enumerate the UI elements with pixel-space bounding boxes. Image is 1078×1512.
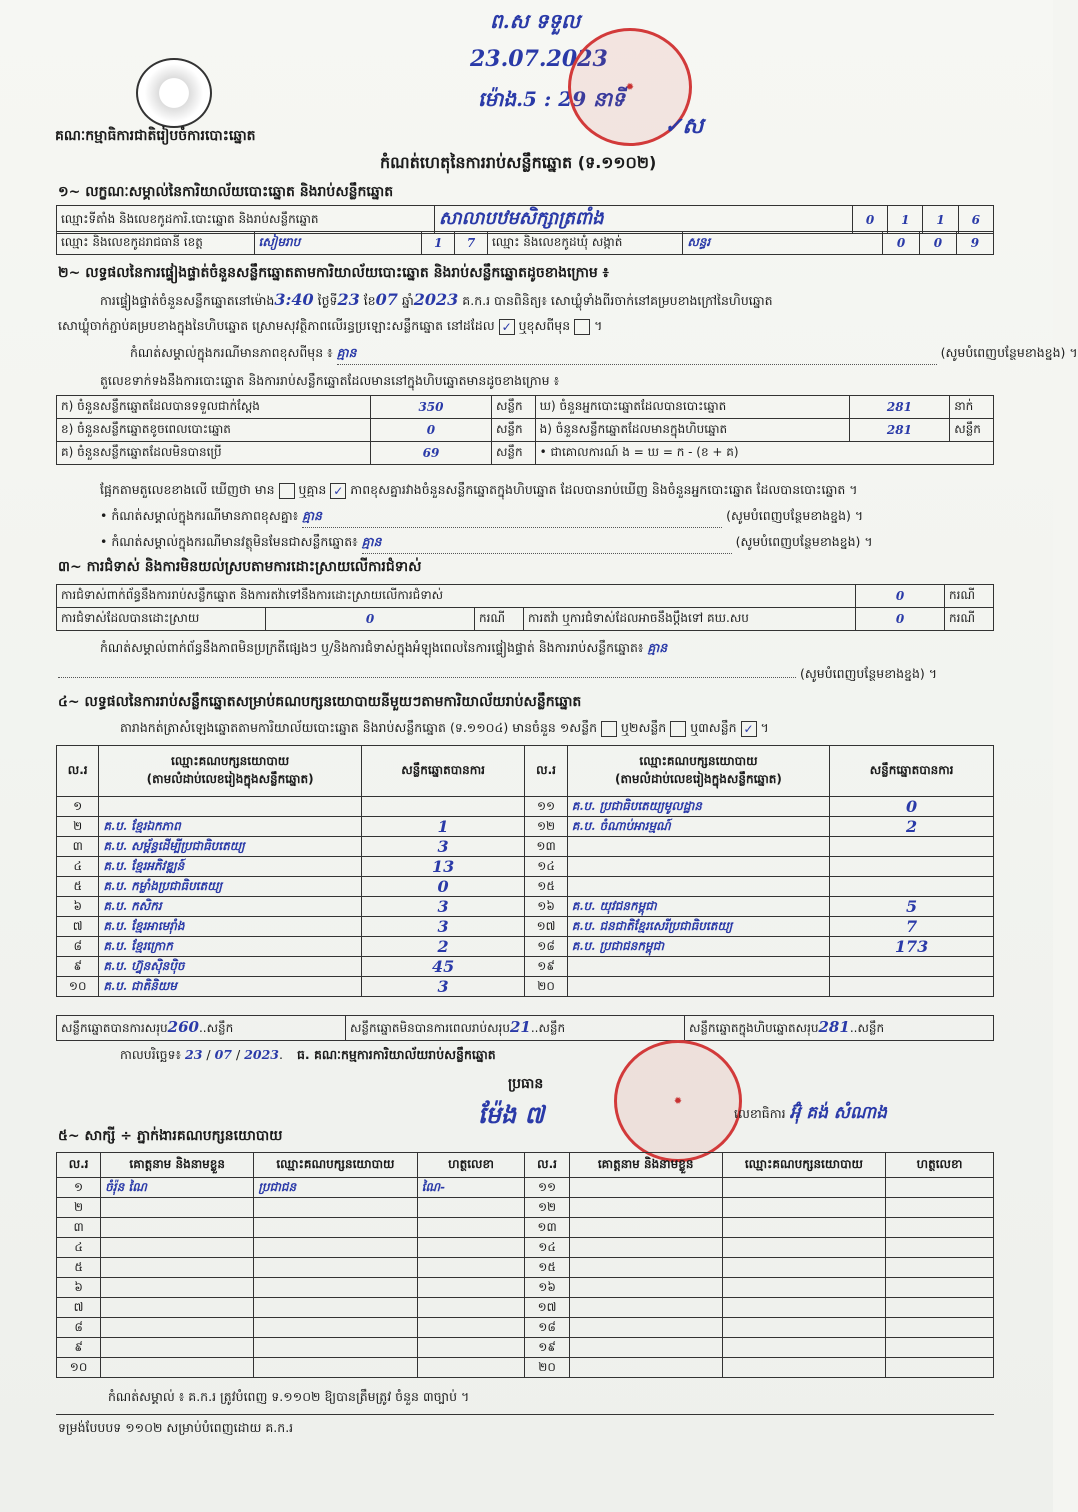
- row-no: ១៨: [525, 937, 567, 957]
- nec-logo: [136, 58, 212, 128]
- party-name: គ.ប. ប្រជាធិបតេយ្យមូលដ្ឋាន: [567, 797, 829, 817]
- form-code: ទម្រង់បែបបទ ១១០២ សម្រាប់បំពេញដោយ គ.ក.រ: [58, 1420, 294, 1435]
- row-no: ១៦: [525, 1278, 569, 1298]
- table-row: [57, 1298, 994, 1318]
- witness-signature: [886, 1178, 994, 1198]
- resolved-label: ការជំទាស់ដែលបានដោះស្រាយ: [57, 608, 266, 631]
- received-time: ម៉ោង.5 : 29 នាទី: [478, 87, 625, 111]
- witness-party: [254, 1218, 417, 1238]
- party-votes: [830, 957, 994, 977]
- principle-formula: • ជាគោលការណ៍ ង = ឃ = ក - (ខ + គ): [535, 442, 993, 465]
- witness-party: [254, 1358, 417, 1378]
- witness-name: [101, 1318, 254, 1338]
- party-votes: 3: [361, 897, 525, 917]
- witness-party: [254, 1198, 417, 1218]
- witness-signature: [417, 1338, 525, 1358]
- row-no: ២០: [525, 1358, 569, 1378]
- col-party-right: ឈ្មោះគណបក្សនយោបាយ (តាមលំដាប់លេខរៀងក្នុងសន្លឹកឆ្នោត): [567, 746, 829, 797]
- table-row: [57, 837, 994, 857]
- row-ngo-unit: សន្លឹក: [950, 419, 994, 442]
- appeal-label: ការតវ៉ា ឬការជំទាស់ដែលអាចនឹងប្តឹងទៅ គឃ.សប: [524, 608, 856, 631]
- row-no: ១៧: [525, 917, 567, 937]
- table-row: [57, 877, 994, 897]
- witness-signature: [886, 1238, 994, 1258]
- row-no: ១៩: [525, 957, 567, 977]
- witness-party: [254, 1278, 417, 1298]
- foreign-objects-note: • កំណត់សម្គាល់ក្នុងករណីមានវត្ថុមិនមែនជាសន្លឹកឆ្នោត៖ គ្មាន (សូមបំពេញបន្ថែមខាងខ្នង) ។: [100, 534, 1000, 554]
- difference-note2: • កំណត់សម្គាល់ក្នុងករណីមានភាពខុសគ្នា៖ គ្មាន (សូមបំពេញបន្ថែមខាងខ្នង) ។: [100, 508, 1000, 528]
- row-no: ៨: [57, 937, 99, 957]
- row-no: ១១: [525, 1178, 569, 1198]
- row-ka-label: ក) ចំនួនសន្លឹកឆ្នោតដែលបានទទួលជាក់ស្តែង: [57, 396, 371, 419]
- party-votes: 0: [830, 797, 994, 817]
- row-no: ១២: [525, 1198, 569, 1218]
- w-col-party-right: ឈ្មោះគណបក្សនយោបាយ: [722, 1153, 885, 1178]
- row-no: ៥: [57, 877, 99, 897]
- witness-name: [569, 1318, 722, 1338]
- witness-name: ចំរ៉ុន ណៃ: [101, 1178, 254, 1198]
- appeal-unit: ករណី: [945, 608, 994, 631]
- results-table: [56, 745, 994, 997]
- party-votes: 13: [361, 857, 525, 877]
- witness-name: [569, 1178, 722, 1198]
- station-table: [56, 205, 994, 234]
- party-votes: 173: [830, 937, 994, 957]
- spoiled-count: 0: [371, 419, 492, 442]
- box-count: 281: [849, 419, 950, 442]
- row-no: ១៤: [525, 857, 567, 877]
- row-no: ៣: [57, 1218, 101, 1238]
- w-col-name-left: គោត្តនាម និងនាមខ្លួន: [101, 1153, 254, 1178]
- witness-party: [722, 1318, 885, 1338]
- witness-signature: [886, 1358, 994, 1378]
- chair-signature: ម៉ែង ៧: [478, 1100, 545, 1129]
- row-no: ១៦: [525, 897, 567, 917]
- witness-signature: [417, 1258, 525, 1278]
- witness-name: [101, 1298, 254, 1318]
- station-code-2: 1: [888, 206, 923, 234]
- table-row: [57, 1318, 994, 1338]
- row-no: ៤: [57, 857, 99, 877]
- total-in-box: សន្លឹកឆ្នោតក្នុងហិបឆ្នោតសរុប281..សន្លឹក: [685, 1016, 994, 1041]
- row-no: ៦: [57, 1278, 101, 1298]
- party-votes: 45: [361, 957, 525, 977]
- party-votes: 1: [361, 817, 525, 837]
- witness-signature: [417, 1298, 525, 1318]
- section4-heading: ៤~ លទ្ធផលនៃការរាប់សន្លឹកឆ្នោតសម្រាប់គណបក្សនយោបាយនីមួយៗតាមការិយាល័យរាប់សន្លឹកឆ្នោត: [58, 694, 582, 710]
- witness-signature: [417, 1318, 525, 1338]
- compare-line: ផ្អែកតាមតួលេខខាងលើ ឃើញថា មាន ឬគ្មាន ✓ ភាពខុសគ្នារវាងចំនួនសន្លឹកឆ្នោតក្នុងហិបឆ្នោត ដែលបានរាប់ឃើញ និងចំនួនអ្នកបោះឆ្នោត ដែលបានបោះឆ្នោត ។: [100, 482, 858, 498]
- party-name: គ.ប. ខ្មែរឯកភាព: [99, 817, 361, 837]
- resolved-unit: ករណី: [475, 608, 524, 631]
- section5-heading: ៥~ សាក្សី ÷ ភ្នាក់ងារគណបក្សនយោបាយ: [58, 1128, 283, 1144]
- table-row: [57, 937, 994, 957]
- witness-name: [569, 1278, 722, 1298]
- voters-count: 281: [849, 396, 950, 419]
- witness-signature: [417, 1358, 525, 1378]
- w-col-no-right: ល.រ: [525, 1153, 569, 1178]
- witness-party: [722, 1238, 885, 1258]
- has-difference-checkbox: [279, 483, 295, 499]
- witness-name: [569, 1198, 722, 1218]
- province-code-2: 7: [455, 232, 488, 255]
- row-no: ២០: [525, 977, 567, 997]
- table-row: [57, 957, 994, 977]
- row-no: ២: [57, 1198, 101, 1218]
- witness-party: [722, 1198, 885, 1218]
- col-party-left: ឈ្មោះគណបក្សនយោបាយ (តាមលំដាប់លេខរៀងក្នុងសន្លឹកឆ្នោត): [99, 746, 361, 797]
- one-sheet-checkbox: [601, 721, 617, 737]
- witness-name: [101, 1338, 254, 1358]
- party-name: [567, 957, 829, 977]
- row-ko-unit: សន្លឹក: [491, 442, 535, 465]
- witness-party: [254, 1238, 417, 1258]
- witness-name: [569, 1298, 722, 1318]
- witness-signature: [417, 1198, 525, 1218]
- official-stamp-bottom: ✹: [614, 1040, 742, 1162]
- party-name: គ.ប. ជាតិនិយម: [99, 977, 361, 997]
- party-votes: [361, 797, 525, 817]
- party-votes: 7: [830, 917, 994, 937]
- footer-divider: [56, 1414, 994, 1415]
- objections-count: 0: [856, 585, 945, 608]
- difference-note: កំណត់សម្គាល់ក្នុងករណីមានភាពខុសពីមុន ៖ គ្មាន (សូមបំពេញបន្ថែមខាងខ្នង) ។: [130, 345, 1000, 365]
- table-row: [57, 857, 994, 877]
- official-stamp-top: ✹: [568, 28, 692, 146]
- committee-name: គណៈកម្មាធិការជាតិរៀបចំការបោះឆ្នោត: [55, 128, 256, 144]
- w-col-party-left: ឈ្មោះគណបក្សនយោបាយ: [254, 1153, 417, 1178]
- table-row: [57, 1278, 994, 1298]
- province-table: [56, 231, 994, 255]
- party-votes: 2: [830, 817, 994, 837]
- party-votes: 3: [361, 837, 525, 857]
- station-code-3: 1: [923, 206, 958, 234]
- row-ko-label: គ) ចំនួនសន្លឹកឆ្នោតដែលមិនបានប្រើ: [57, 442, 371, 465]
- col-votes-right: សន្លឹកឆ្នោតបានការ: [830, 746, 994, 797]
- w-col-sign-left: ហត្ថលេខា: [417, 1153, 525, 1178]
- row-no: ៩: [57, 1338, 101, 1358]
- witness-signature: [886, 1338, 994, 1358]
- witness-name: [569, 1218, 722, 1238]
- row-no: ១៩: [525, 1338, 569, 1358]
- witness-party: [722, 1338, 885, 1358]
- party-votes: 0: [361, 877, 525, 897]
- witness-party: [254, 1318, 417, 1338]
- witness-signature: [886, 1218, 994, 1238]
- footer-note: កំណត់សម្គាល់ ៖ គ.ក.រ ត្រូវបំពេញ ទ.១១០២ ឱ្យបានត្រឹមត្រូវ ចំនួន ៣ច្បាប់ ។: [108, 1389, 470, 1404]
- party-name: គ.ប. ចំណាប់អារម្មណ៍: [567, 817, 829, 837]
- party-name: គ.ប. ហ្វ៊ុនស៊ិនប៉ិច: [99, 957, 361, 977]
- resolved-count: 0: [266, 608, 475, 631]
- witness-signature: ណៃ-: [417, 1178, 525, 1198]
- row-ngo-label: ង) ចំនួនសន្លឹកឆ្នោតដែលមានក្នុងហិបឆ្នោត: [535, 419, 849, 442]
- witness-name: [101, 1218, 254, 1238]
- row-no: ១: [57, 797, 99, 817]
- row-ka-unit: សន្លឹក: [491, 396, 535, 419]
- chair-label: ប្រធាន: [508, 1076, 544, 1092]
- province-label: ឈ្មោះ និងលេខកូដរាជធានី ខេត្ត: [57, 232, 255, 255]
- witness-name: [101, 1238, 254, 1258]
- signature-top: ✓ស: [664, 113, 704, 139]
- witness-party: [722, 1298, 885, 1318]
- party-name: គ.ប. ប្រជាជនកម្ពុជា: [567, 937, 829, 957]
- witness-signature: [886, 1298, 994, 1318]
- commune-label: ឈ្មោះ និងលេខកូដឃុំ សង្កាត់: [487, 232, 682, 255]
- table-row: [57, 1218, 994, 1238]
- witness-name: [101, 1278, 254, 1298]
- row-no: ៦: [57, 897, 99, 917]
- verification-line2: សោឃ្លុំចាក់ភ្ជាប់គម្របខាងក្នុងនៃហិបឆ្នោត ស្រោមសុវត្ថិភាពលើរន្ធប្រឡោះសន្លឹកឆ្នោត នៅដដែល ✓ ឬខុសពីមុន ។: [58, 318, 603, 334]
- changed-checkbox: [574, 319, 590, 335]
- section3-heading: ៣~ ការជំទាស់ និងការមិនយល់ស្របតាមការដោះស្រាយលើការជំទាស់: [58, 559, 422, 575]
- row-no: ១១: [525, 797, 567, 817]
- no-difference-checkbox: ✓: [330, 483, 346, 499]
- row-kho-label: ឃ) ចំនួនអ្នកបោះឆ្នោតដែលបានបោះឆ្នោត: [535, 396, 849, 419]
- party-name: គ.ប. ខ្មែរអាមេរ៉ាំង: [99, 917, 361, 937]
- province-code-1: 1: [422, 232, 455, 255]
- party-name: គ.ប. សម្ព័ន្ធដើម្បីប្រជាធិបតេយ្យ: [99, 837, 361, 857]
- witness-signature: [417, 1278, 525, 1298]
- table-row: [57, 1178, 994, 1198]
- col-no-right: ល.រ: [525, 746, 567, 797]
- row-no: ៧: [57, 917, 99, 937]
- table-row: [57, 977, 994, 997]
- row-no: ១៣: [525, 1218, 569, 1238]
- station-value: សាលាបឋមសិក្សាត្រពាំង: [434, 206, 852, 234]
- witness-signature: [886, 1278, 994, 1298]
- party-name: គ.ប. កសិករ: [99, 897, 361, 917]
- row-no: ១៥: [525, 877, 567, 897]
- witness-name: [569, 1338, 722, 1358]
- total-invalid: សន្លឹកឆ្នោតមិនបានការពេលរាប់សរុប21..សន្លឹក: [346, 1016, 685, 1041]
- witness-signature: [886, 1198, 994, 1218]
- received-date: 23.07.2023: [470, 46, 608, 72]
- unused-count: 69: [371, 442, 492, 465]
- table-row: [57, 1258, 994, 1278]
- party-votes: 2: [361, 937, 525, 957]
- party-votes: [830, 837, 994, 857]
- commune-code-3: 9: [956, 232, 993, 255]
- received-count: 350: [371, 396, 492, 419]
- witness-name: [101, 1358, 254, 1378]
- party-votes: 3: [361, 917, 525, 937]
- witness-party: [254, 1298, 417, 1318]
- objections-table: [56, 584, 994, 631]
- station-code-1: 0: [852, 206, 887, 234]
- witness-name: [569, 1258, 722, 1278]
- row-no: ១០: [57, 1358, 101, 1378]
- row-no: ១៤: [525, 1238, 569, 1258]
- commune-code-1: 0: [883, 232, 920, 255]
- party-name: [567, 977, 829, 997]
- w-col-no-left: ល.រ: [57, 1153, 101, 1178]
- figures-table: [56, 395, 994, 465]
- party-votes: [830, 857, 994, 877]
- total-valid: សន្លឹកឆ្នោតបានការសរុប260..សន្លឹក: [57, 1016, 346, 1041]
- witness-party: [722, 1218, 885, 1238]
- table-row: [57, 817, 994, 837]
- secretary: លេខាធិការ អ៊ុំ គង់ សំណាង: [734, 1103, 887, 1123]
- three-sheets-checkbox: ✓: [741, 721, 757, 737]
- col-votes-left: សន្លឹកឆ្នោតបានការ: [361, 746, 525, 797]
- table-row: [57, 1358, 994, 1378]
- witness-party: [254, 1258, 417, 1278]
- received-note: ព.ស ទទួល: [490, 9, 581, 33]
- table-row: [57, 1338, 994, 1358]
- commune-value: សន្ធរ: [683, 232, 883, 255]
- party-name: គ.ប. ខ្មែរអភិវឌ្ឍន៍: [99, 857, 361, 877]
- figures-intro: តួលេខទាក់ទងនឹងការបោះឆ្នោត និងការរាប់សន្លឹកឆ្នោតដែលមាននៅក្នុងហិបឆ្នោតមានដូចខាងក្រោម ៖: [100, 373, 560, 388]
- party-votes: 3: [361, 977, 525, 997]
- row-no: ៨: [57, 1318, 101, 1338]
- row-no: ២: [57, 817, 99, 837]
- verification-line1: ការផ្ទៀងផ្ទាត់ចំនួនសន្លឹកឆ្នោតនៅម៉ោង3:40 ថ្ងៃទី23 ខែ07 ឆ្នាំ2023 គ.ក.រ បានពិនិត្យ៖ សោឃ្លុំទាំងពីរចាក់នៅគម្របខាងក្រៅនៃហិបឆ្នោត: [100, 290, 773, 309]
- row-no: ៥: [57, 1258, 101, 1278]
- witness-party: ប្រជាជន: [254, 1178, 417, 1198]
- irregularity-note: កំណត់សម្គាល់ពាក់ព័ន្ធនឹងភាពមិនប្រក្រតីផ្សេងៗ ឬ/និងការជំទាស់ក្នុងអំឡុងពេលនៃការផ្ទៀងផ្ទាត់ និងការរាប់សន្លឹកឆ្នោត៖ គ្មាន: [100, 640, 668, 655]
- party-name: គ.ប. យុវជនកម្ពុជា: [567, 897, 829, 917]
- row-no: ១៣: [525, 837, 567, 857]
- date-line: កាលបរិច្ឆេទ៖ 23 / 07 / 2023. ធ. គណៈកម្មការការិយាល័យរាប់សន្លឹកឆ្នោត: [120, 1047, 496, 1062]
- witness-signature: [417, 1238, 525, 1258]
- section2-heading: ២~ លទ្ធផលនៃការផ្ទៀងផ្ទាត់ចំនួនសន្លឹកឆ្នោតតាមការិយាល័យបោះឆ្នោត និងរាប់សន្លឹកឆ្នោតដូចខាងក្រោម ៖: [58, 265, 609, 281]
- witness-party: [722, 1178, 885, 1198]
- table-row: [57, 1238, 994, 1258]
- row-kha-unit: សន្លឹក: [491, 419, 535, 442]
- row-no: ១៥: [525, 1258, 569, 1278]
- party-name: [567, 877, 829, 897]
- row-no: ៤: [57, 1238, 101, 1258]
- row-no: ១: [57, 1178, 101, 1198]
- witness-signature: [417, 1218, 525, 1238]
- witness-table: [56, 1152, 994, 1378]
- witness-name: [569, 1358, 722, 1378]
- party-name: គ.ប. ខ្មែរក្រោក: [99, 937, 361, 957]
- w-col-name-right: គោត្តនាម និងនាមខ្លួន: [569, 1153, 722, 1178]
- table-row: [57, 797, 994, 817]
- row-no: ៣: [57, 837, 99, 857]
- party-name: [567, 837, 829, 857]
- irregularity-note-line: (សូមបំពេញបន្ថែមខាងខ្នង) ។: [58, 666, 994, 685]
- party-votes: [830, 877, 994, 897]
- party-name: [567, 857, 829, 877]
- witness-name: [569, 1238, 722, 1258]
- row-kha-label: ខ) ចំនួនសន្លឹកឆ្នោតខូចពេលបោះឆ្នោត: [57, 419, 371, 442]
- witness-party: [722, 1278, 885, 1298]
- party-name: គ.ប. ជនជាតិខ្មែរសេរីប្រជាធិបតេយ្យ: [567, 917, 829, 937]
- table-row: [57, 917, 994, 937]
- objections-unit: ករណី: [945, 585, 994, 608]
- row-no: ១៨: [525, 1318, 569, 1338]
- party-name: [99, 797, 361, 817]
- row-no: ៧: [57, 1298, 101, 1318]
- party-votes: [830, 977, 994, 997]
- two-sheets-checkbox: [670, 721, 686, 737]
- totals-table: [56, 1015, 994, 1041]
- station-label: ឈ្មោះទីតាំង និងលេខកូដការិ.បោះឆ្នោត និងរាប់សន្លឹកឆ្នោត: [57, 206, 435, 234]
- w-col-sign-right: ហត្ថលេខា: [886, 1153, 994, 1178]
- row-no: ១០: [57, 977, 99, 997]
- party-name: គ.ប. កម្លាំងប្រជាធិបតេយ្យ: [99, 877, 361, 897]
- table-row: [57, 897, 994, 917]
- witness-name: [101, 1198, 254, 1218]
- row-no: ៩: [57, 957, 99, 977]
- appeal-count: 0: [856, 608, 945, 631]
- witness-name: [101, 1258, 254, 1278]
- witness-party: [722, 1358, 885, 1378]
- province-value: សៀមរាប: [254, 232, 422, 255]
- row-no: ១៧: [525, 1298, 569, 1318]
- witness-party: [254, 1338, 417, 1358]
- station-code-4: 6: [958, 206, 993, 234]
- form-title: កំណត់ហេតុនៃការរាប់សន្លឹកឆ្នោត (ទ.១១០២): [380, 153, 657, 172]
- witness-signature: [886, 1258, 994, 1278]
- section1-heading: ១~ លក្ខណៈសម្គាល់នៃការិយាល័យបោះឆ្នោត និងរាប់សន្លឹកឆ្នោត: [58, 184, 394, 200]
- col-no-left: ល.រ: [57, 746, 99, 797]
- witness-party: [722, 1258, 885, 1278]
- objections-label: ការជំទាស់ពាក់ព័ន្ធនឹងការរាប់សន្លឹកឆ្នោត និងការតវ៉ាទៅនឹងការដោះស្រាយលើការជំទាស់: [57, 585, 856, 608]
- party-votes: 5: [830, 897, 994, 917]
- unchanged-checkbox: ✓: [499, 319, 515, 335]
- sheets-line: តារាងកត់ត្រាសំឡេងឆ្នោតតាមការិយាល័យបោះឆ្នោត និងរាប់សន្លឹកឆ្នោត (ទ.១១០៤) មានចំនួន ១សន្លឹក ឬ២សន្លឹក ឬ៣សន្លឹក ✓ ។: [120, 720, 769, 736]
- witness-signature: [886, 1318, 994, 1338]
- commune-code-2: 0: [919, 232, 956, 255]
- row-kho-unit: នាក់: [950, 396, 994, 419]
- table-row: [57, 1198, 994, 1218]
- row-no: ១២: [525, 817, 567, 837]
